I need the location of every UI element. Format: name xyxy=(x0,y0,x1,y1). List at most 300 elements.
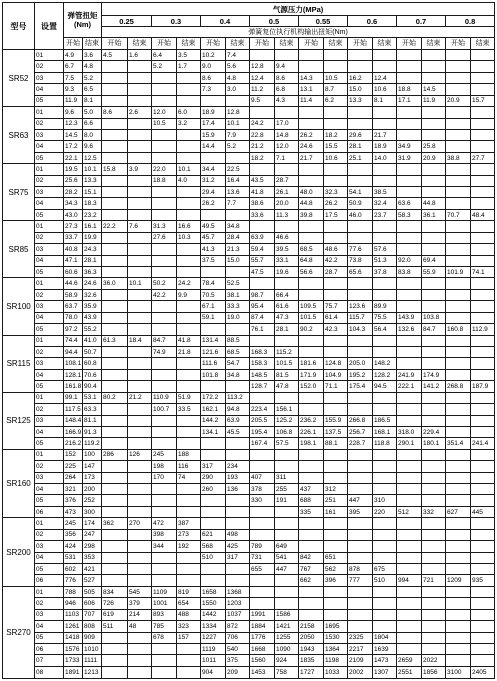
torque-value-cell: 26.2 xyxy=(324,198,348,209)
torque-value-cell xyxy=(226,324,250,335)
torque-value-cell: 33.1 xyxy=(275,255,299,266)
torque-value-cell xyxy=(128,118,152,129)
torque-value-cell: 191 xyxy=(275,495,299,506)
spring-start-cell: 1891 xyxy=(64,666,83,678)
torque-value-cell: 192 xyxy=(177,541,201,552)
torque-value-cell: 241.9 xyxy=(397,369,422,380)
torque-value-cell xyxy=(348,404,373,415)
torque-value-cell: 162.1 xyxy=(201,404,226,415)
torque-value-cell xyxy=(275,506,299,517)
torque-value-cell xyxy=(177,141,201,152)
torque-value-cell: 63.6 xyxy=(397,198,422,209)
torque-value-cell xyxy=(299,118,324,129)
torque-value-cell xyxy=(471,335,495,346)
torque-value-cell: 134.1 xyxy=(201,426,226,437)
torque-value-cell xyxy=(422,118,446,129)
spring-end-cell: 19.9 xyxy=(83,232,102,243)
spring-end-cell: 808 xyxy=(83,621,102,632)
torque-value-cell: 124.8 xyxy=(324,358,348,369)
torque-value-cell xyxy=(471,404,495,415)
torque-value-cell: 38.5 xyxy=(373,187,397,198)
torque-value-cell xyxy=(446,118,471,129)
torque-value-cell: 378 xyxy=(250,484,275,495)
torque-value-cell: 7.3 xyxy=(201,84,226,95)
torque-value-cell: 16.2 xyxy=(348,72,373,83)
torque-value-cell xyxy=(422,404,446,415)
torque-value-cell: 2050 xyxy=(299,632,324,643)
spring-start-cell: 376 xyxy=(64,495,83,506)
torque-value-cell: 6.4 xyxy=(152,50,177,61)
torque-value-cell xyxy=(348,461,373,472)
torque-value-cell xyxy=(201,518,226,529)
torque-value-cell xyxy=(102,495,128,506)
torque-value-cell xyxy=(446,552,471,563)
torque-value-cell: 61.3 xyxy=(102,335,128,346)
torque-value-cell: 193 xyxy=(226,472,250,483)
torque-value-cell: 20.0 xyxy=(275,198,299,209)
torque-value-cell xyxy=(397,449,422,460)
header-spring-return-torque: 弹簧复位执行机构输出扭矩(Nm) xyxy=(102,27,495,38)
torque-value-cell xyxy=(446,50,471,61)
torque-value-cell: 156.1 xyxy=(275,404,299,415)
torque-value-cell xyxy=(275,575,299,586)
header-end-3: 结束 xyxy=(226,38,250,50)
torque-value-cell: 29.6 xyxy=(348,129,373,140)
torque-value-cell: 75.7 xyxy=(324,301,348,312)
torque-value-cell: 101.8 xyxy=(201,369,226,380)
torque-value-cell xyxy=(446,61,471,72)
spring-end-cell: 909 xyxy=(83,632,102,643)
table-row xyxy=(3,198,495,209)
torque-value-cell: 311 xyxy=(275,472,299,483)
torque-value-cell: 51.9 xyxy=(177,392,201,403)
torque-value-cell xyxy=(471,278,495,289)
setting-cell: 06 xyxy=(35,506,64,517)
torque-value-cell xyxy=(102,461,128,472)
torque-value-cell: 8.6 xyxy=(275,72,299,83)
torque-value-cell: 21.8 xyxy=(177,346,201,357)
torque-value-cell xyxy=(324,164,348,175)
torque-value-cell: 344 xyxy=(152,541,177,552)
spring-start-cell: 11.9 xyxy=(64,95,83,106)
torque-value-cell xyxy=(373,609,397,620)
torque-value-cell: 57.6 xyxy=(373,244,397,255)
table-row xyxy=(3,358,495,369)
torque-value-cell xyxy=(128,506,152,517)
setting-cell: 05 xyxy=(35,632,64,643)
torque-value-cell: 34.9 xyxy=(397,141,422,152)
spring-start-cell: 788 xyxy=(64,586,83,597)
torque-value-cell xyxy=(324,392,348,403)
torque-value-cell: 71.1 xyxy=(324,381,348,392)
torque-value-cell: 38.6 xyxy=(250,198,275,209)
header-start-2: 开始 xyxy=(152,38,177,50)
torque-value-cell xyxy=(152,358,177,369)
torque-value-cell xyxy=(226,575,250,586)
torque-value-cell: 15.5 xyxy=(324,141,348,152)
torque-value-cell: 935 xyxy=(471,575,495,586)
torque-value-cell xyxy=(102,232,128,243)
torque-value-cell: 675 xyxy=(373,563,397,574)
torque-value-cell: 73.8 xyxy=(348,255,373,266)
torque-value-cell xyxy=(471,232,495,243)
torque-value-cell: 12.4 xyxy=(250,72,275,83)
torque-value-cell: 1695 xyxy=(324,621,348,632)
torque-value-cell: 445 xyxy=(471,506,495,517)
header-pressure-7: 0.8 xyxy=(446,16,495,27)
torque-value-cell: 8.6 xyxy=(102,107,128,118)
torque-value-cell: 1550 xyxy=(201,598,226,609)
torque-value-cell xyxy=(422,221,446,232)
torque-value-cell: 67.1 xyxy=(201,301,226,312)
torque-value-cell xyxy=(471,289,495,300)
torque-value-cell xyxy=(250,461,275,472)
torque-value-cell: 24.6 xyxy=(299,141,324,152)
torque-value-cell xyxy=(446,518,471,529)
torque-value-cell xyxy=(152,244,177,255)
torque-value-cell: 395 xyxy=(348,506,373,517)
torque-value-cell: 268.8 xyxy=(446,381,471,392)
header-start-0: 开始 xyxy=(64,38,83,50)
header-end-6: 结束 xyxy=(373,38,397,50)
torque-value-cell xyxy=(348,518,373,529)
torque-value-cell: 23.7 xyxy=(373,209,397,220)
torque-value-cell xyxy=(471,175,495,186)
torque-value-cell xyxy=(128,529,152,540)
torque-value-cell: 893 xyxy=(152,609,177,620)
torque-value-cell xyxy=(299,164,324,175)
setting-cell: 01 xyxy=(35,392,64,403)
torque-value-cell: 205.0 xyxy=(348,358,373,369)
table-row xyxy=(3,152,495,163)
torque-value-cell xyxy=(250,278,275,289)
torque-value-cell xyxy=(373,346,397,357)
table-row xyxy=(3,666,495,678)
torque-value-cell xyxy=(446,415,471,426)
torque-value-cell xyxy=(102,72,128,83)
torque-value-cell: 160.8 xyxy=(446,324,471,335)
torque-value-cell xyxy=(446,187,471,198)
torque-value-cell: 447 xyxy=(275,563,299,574)
torque-value-cell xyxy=(128,655,152,666)
torque-value-cell: 9.0 xyxy=(201,61,226,72)
torque-value-cell: 25.8 xyxy=(422,141,446,152)
torque-value-cell: 2325 xyxy=(348,632,373,643)
torque-value-cell xyxy=(397,346,422,357)
torque-value-cell xyxy=(201,381,226,392)
torque-value-cell xyxy=(275,278,299,289)
table-row xyxy=(3,449,495,460)
torque-value-cell xyxy=(299,598,324,609)
torque-value-cell xyxy=(250,449,275,460)
torque-value-cell xyxy=(177,655,201,666)
torque-value-cell xyxy=(152,267,177,278)
torque-value-cell: 46.0 xyxy=(348,209,373,220)
table-row xyxy=(3,267,495,278)
setting-cell: 03 xyxy=(35,415,64,426)
torque-value-cell: 46.6 xyxy=(275,232,299,243)
torque-value-cell xyxy=(102,152,128,163)
torque-value-cell xyxy=(128,141,152,152)
setting-cell: 05 xyxy=(35,152,64,163)
torque-value-cell: 1227 xyxy=(201,632,226,643)
torque-value-cell xyxy=(102,198,128,209)
torque-value-cell: 4.3 xyxy=(275,95,299,106)
torque-value-cell xyxy=(397,301,422,312)
torque-value-cell xyxy=(422,289,446,300)
torque-value-cell xyxy=(128,129,152,140)
torque-value-cell xyxy=(324,335,348,346)
torque-value-cell: 100.7 xyxy=(152,404,177,415)
torque-value-cell: 101.5 xyxy=(275,358,299,369)
spring-start-cell: 4.9 xyxy=(64,50,83,61)
torque-value-cell xyxy=(373,586,397,597)
spring-start-cell: 43.0 xyxy=(64,209,83,220)
torque-value-cell: 619 xyxy=(102,609,128,620)
torque-value-cell xyxy=(422,472,446,483)
torque-value-cell: 17.0 xyxy=(275,118,299,129)
torque-value-cell: 777 xyxy=(348,575,373,586)
header-pressure-5: 0.6 xyxy=(348,16,397,27)
torque-value-cell xyxy=(128,541,152,552)
torque-value-cell: 10.1 xyxy=(177,164,201,175)
torque-value-cell xyxy=(324,107,348,118)
spring-end-cell: 35.9 xyxy=(83,301,102,312)
torque-value-cell xyxy=(102,415,128,426)
torque-value-cell xyxy=(226,495,250,506)
torque-value-cell xyxy=(471,50,495,61)
torque-value-cell xyxy=(446,643,471,654)
setting-cell: 06 xyxy=(35,575,64,586)
torque-value-cell xyxy=(102,129,128,140)
torque-value-cell xyxy=(422,129,446,140)
torque-value-cell xyxy=(373,449,397,460)
torque-value-cell: 188 xyxy=(177,449,201,460)
torque-value-cell: 21.7 xyxy=(373,129,397,140)
spring-end-cell: 119.2 xyxy=(83,438,102,449)
setting-cell: 01 xyxy=(35,586,64,597)
torque-value-cell xyxy=(102,358,128,369)
torque-value-cell xyxy=(226,152,250,163)
torque-value-cell: 1856 xyxy=(422,666,446,678)
torque-value-cell: 61.6 xyxy=(275,301,299,312)
setting-cell: 04 xyxy=(35,484,64,495)
torque-value-cell: 89.9 xyxy=(373,301,397,312)
setting-cell: 02 xyxy=(35,289,64,300)
torque-value-cell: 1453 xyxy=(250,666,275,678)
torque-value-cell xyxy=(152,84,177,95)
torque-value-cell xyxy=(226,381,250,392)
torque-value-cell: 10.1 xyxy=(128,278,152,289)
torque-value-cell xyxy=(397,415,422,426)
torque-value-cell: 48.0 xyxy=(299,187,324,198)
torque-value-cell xyxy=(397,484,422,495)
spring-end-cell: 28.1 xyxy=(83,255,102,266)
torque-value-cell xyxy=(373,461,397,472)
torque-value-cell: 174.9 xyxy=(422,369,446,380)
torque-value-cell xyxy=(422,358,446,369)
spring-start-cell: 321 xyxy=(64,484,83,495)
torque-value-cell: 56.4 xyxy=(373,324,397,335)
torque-value-cell xyxy=(102,541,128,552)
table-row xyxy=(3,72,495,83)
torque-value-cell xyxy=(128,632,152,643)
torque-value-cell xyxy=(324,232,348,243)
torque-value-cell: 1364 xyxy=(324,643,348,654)
torque-value-cell xyxy=(201,449,226,460)
spring-start-cell: 225 xyxy=(64,461,83,472)
torque-value-cell: 10.5 xyxy=(152,118,177,129)
torque-value-cell xyxy=(373,621,397,632)
torque-value-cell xyxy=(422,301,446,312)
torque-value-cell xyxy=(177,95,201,106)
torque-value-cell: 1804 xyxy=(373,632,397,643)
spring-start-cell: 602 xyxy=(64,563,83,574)
torque-value-cell xyxy=(102,563,128,574)
torque-value-cell: 39.8 xyxy=(299,209,324,220)
torque-value-cell xyxy=(299,586,324,597)
torque-value-cell xyxy=(397,518,422,529)
table-row xyxy=(3,244,495,255)
torque-value-cell xyxy=(471,346,495,357)
spring-end-cell: 5.0 xyxy=(83,107,102,118)
torque-value-cell xyxy=(397,632,422,643)
torque-value-cell: 12.0 xyxy=(152,107,177,118)
table-row xyxy=(3,392,495,403)
torque-value-cell xyxy=(348,586,373,597)
torque-value-cell xyxy=(397,358,422,369)
torque-value-cell xyxy=(152,643,177,654)
torque-value-cell: 47.8 xyxy=(275,381,299,392)
setting-cell: 05 xyxy=(35,381,64,392)
torque-value-cell: 12.8 xyxy=(250,61,275,72)
torque-value-cell xyxy=(324,529,348,540)
header-start-end-row xyxy=(3,38,495,50)
torque-value-cell xyxy=(250,529,275,540)
torque-value-cell: 654 xyxy=(177,598,201,609)
table-row xyxy=(3,426,495,437)
torque-value-cell xyxy=(348,50,373,61)
torque-value-cell xyxy=(348,621,373,632)
spring-start-cell: 78.0 xyxy=(64,312,83,323)
setting-cell: 02 xyxy=(35,232,64,243)
spring-end-cell: 6.6 xyxy=(83,118,102,129)
torque-value-cell: 655 xyxy=(250,563,275,574)
torque-value-cell: 447 xyxy=(348,495,373,506)
torque-value-cell: 48.4 xyxy=(471,209,495,220)
setting-cell: 04 xyxy=(35,141,64,152)
torque-value-cell: 472 xyxy=(152,518,177,529)
torque-value-cell: 101.5 xyxy=(299,312,324,323)
header-start-6: 开始 xyxy=(348,38,373,50)
torque-value-cell: 84.7 xyxy=(152,335,177,346)
torque-value-cell: 785 xyxy=(152,621,177,632)
torque-value-cell xyxy=(226,438,250,449)
table-row xyxy=(3,381,495,392)
torque-value-cell xyxy=(348,598,373,609)
torque-value-cell xyxy=(348,221,373,232)
torque-value-cell: 161 xyxy=(324,506,348,517)
torque-value-cell xyxy=(397,164,422,175)
spring-start-cell: 531 xyxy=(64,552,83,563)
torque-value-cell: 76.1 xyxy=(250,324,275,335)
torque-value-cell xyxy=(102,244,128,255)
torque-value-cell xyxy=(250,506,275,517)
torque-value-cell xyxy=(373,118,397,129)
header-start-5: 开始 xyxy=(299,38,324,50)
torque-value-cell xyxy=(177,495,201,506)
torque-value-cell xyxy=(324,346,348,357)
header-end-0: 结束 xyxy=(83,38,102,50)
torque-value-cell xyxy=(177,666,201,678)
torque-value-cell xyxy=(471,72,495,83)
torque-value-cell: 137.5 xyxy=(324,426,348,437)
model-cell: SR52 xyxy=(3,50,35,107)
torque-value-cell xyxy=(397,472,422,483)
torque-value-cell: 21.2 xyxy=(250,141,275,152)
torque-value-cell xyxy=(373,472,397,483)
torque-value-cell: 74 xyxy=(177,472,201,483)
torque-value-cell xyxy=(102,175,128,186)
torque-value-cell: 37.5 xyxy=(201,255,226,266)
torque-value-cell: 132.6 xyxy=(397,324,422,335)
torque-value-cell: 562 xyxy=(324,563,348,574)
torque-value-cell: 335 xyxy=(299,506,324,517)
torque-value-cell xyxy=(275,221,299,232)
spring-start-cell: 424 xyxy=(64,541,83,552)
torque-value-cell: 68.5 xyxy=(226,346,250,357)
torque-value-cell: 36.1 xyxy=(422,209,446,220)
table-row xyxy=(3,232,495,243)
torque-value-cell xyxy=(471,586,495,597)
torque-value-cell xyxy=(422,552,446,563)
torque-value-cell xyxy=(201,324,226,335)
torque-value-cell: 175.4 xyxy=(348,381,373,392)
spring-end-cell: 8.0 xyxy=(83,129,102,140)
torque-value-cell xyxy=(446,495,471,506)
torque-value-cell: 42.2 xyxy=(152,289,177,300)
torque-value-cell: 1033 xyxy=(324,666,348,678)
torque-value-cell: 1368 xyxy=(226,586,250,597)
header-pressure-0: 0.25 xyxy=(102,16,152,27)
torque-value-cell xyxy=(128,472,152,483)
torque-value-cell xyxy=(471,518,495,529)
torque-value-cell xyxy=(446,461,471,472)
torque-value-cell: 92.0 xyxy=(397,255,422,266)
torque-value-cell: 310 xyxy=(373,495,397,506)
torque-value-cell: 195.2 xyxy=(348,369,373,380)
header-end-1: 结束 xyxy=(128,38,152,50)
torque-value-cell: 8.7 xyxy=(324,84,348,95)
torque-value-cell: 17.4 xyxy=(201,118,226,129)
torque-value-cell: 104.9 xyxy=(324,369,348,380)
table-row xyxy=(3,472,495,483)
table-row xyxy=(3,575,495,586)
torque-value-cell xyxy=(102,575,128,586)
torque-value-cell: 70.5 xyxy=(201,289,226,300)
torque-value-cell xyxy=(324,61,348,72)
torque-value-cell xyxy=(348,541,373,552)
header-start-8: 开始 xyxy=(446,38,471,50)
torque-value-cell: 5.2 xyxy=(152,61,177,72)
torque-value-cell: 568 xyxy=(201,541,226,552)
torque-value-cell: 662 xyxy=(299,575,324,586)
torque-value-cell xyxy=(177,255,201,266)
torque-value-cell xyxy=(446,472,471,483)
torque-value-cell: 220 xyxy=(373,506,397,517)
torque-value-cell xyxy=(471,484,495,495)
spring-start-cell: 166.9 xyxy=(64,426,83,437)
